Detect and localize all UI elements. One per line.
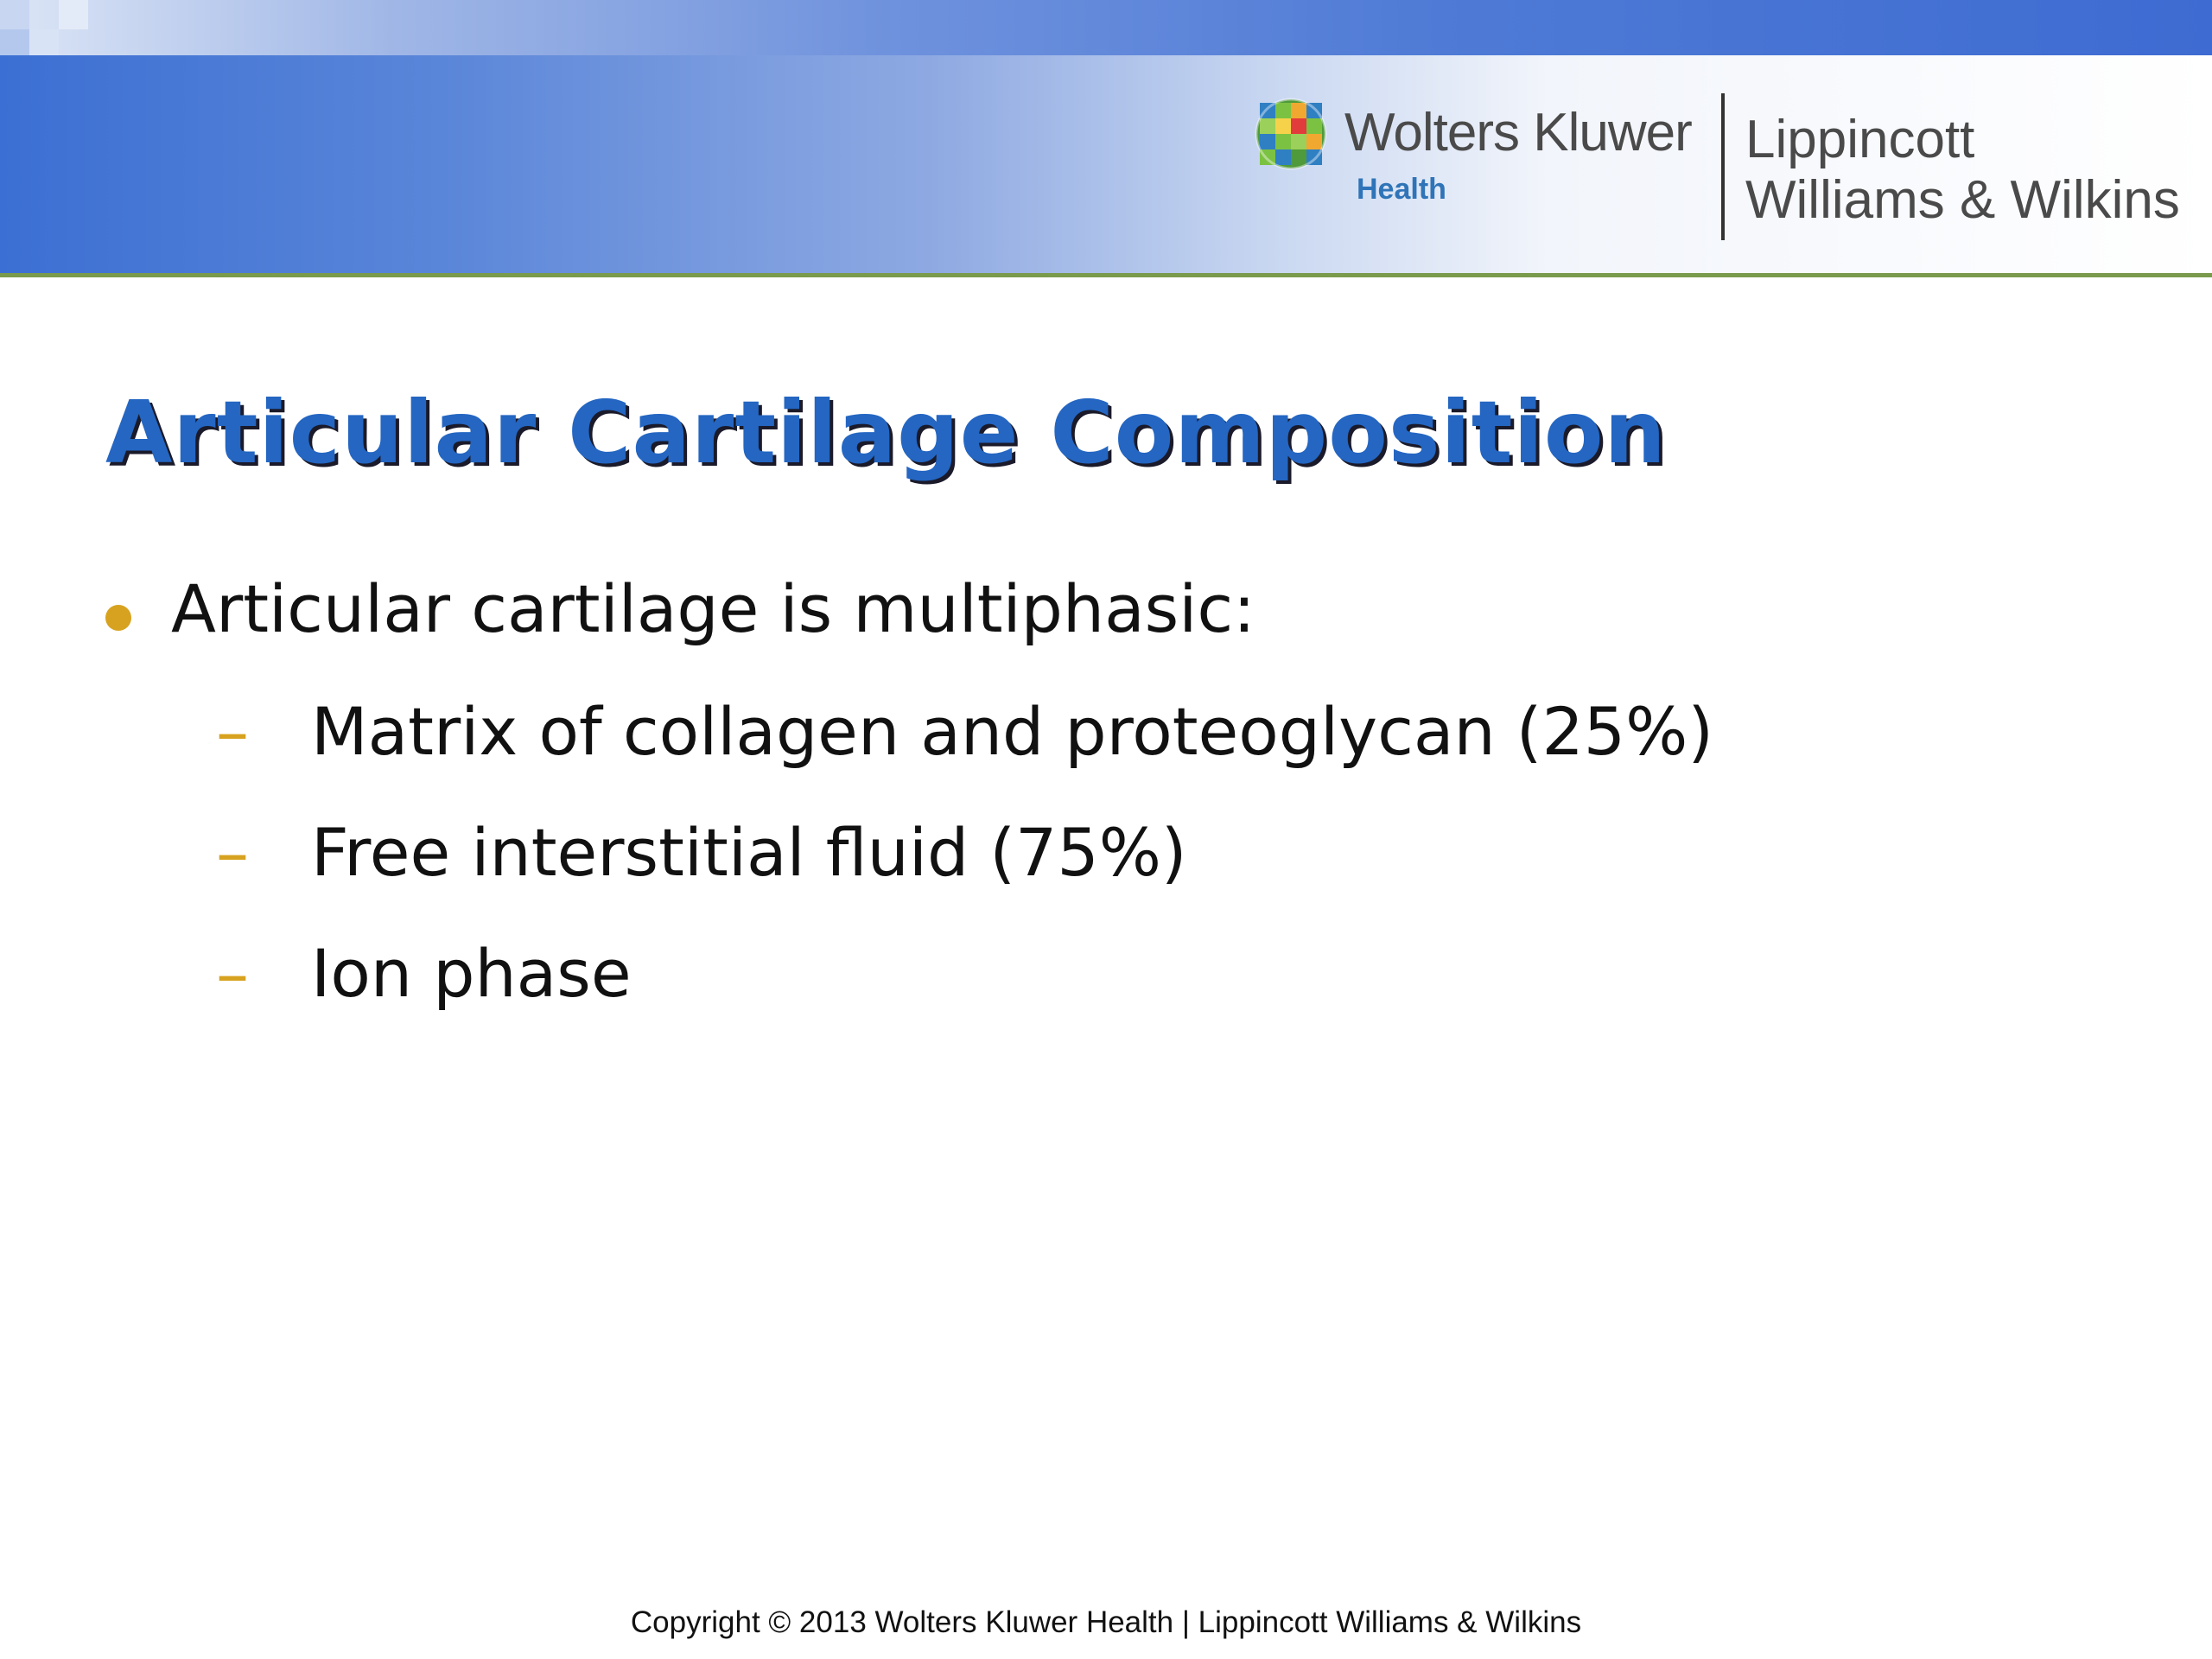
sub-bullet-text: Ion phase [311, 935, 632, 1012]
decorative-square [0, 0, 29, 29]
dash-icon: – [216, 814, 249, 891]
dash-icon: – [216, 935, 249, 1012]
header-divider-rule [0, 273, 2212, 277]
copyright-footer: Copyright © 2013 Wolters Kluwer Health | Lippincott Williams & Wilkins [630, 1605, 1582, 1639]
slide-title: Articular Cartilage Composition [105, 382, 1667, 483]
brand-health-label: Health [1357, 173, 1446, 206]
header-top-bar [0, 0, 2212, 55]
sub-bullet-text: Free interstitial fluid (75%) [311, 814, 1187, 891]
bullet-text: Articular cartilage is multiphasic: [171, 570, 1255, 647]
sub-bullet-text: Matrix of collagen and proteoglycan (25%) [311, 693, 1714, 770]
bullet-dot-icon [105, 605, 131, 631]
brand-lippincott: Lippincott [1745, 110, 1975, 169]
brand-williams-wilkins: Williams & Wilkins [1745, 170, 2180, 230]
brand-divider [1721, 93, 1725, 240]
slide-header-banner [0, 0, 2212, 275]
brand-wolters-kluwer: Wolters Kluwer [1344, 103, 1692, 162]
decorative-square [29, 29, 59, 55]
decorative-square [59, 0, 88, 29]
wolters-kluwer-globe-logo-icon [1255, 98, 1327, 170]
decorative-square [0, 29, 29, 55]
dash-icon: – [216, 693, 249, 770]
